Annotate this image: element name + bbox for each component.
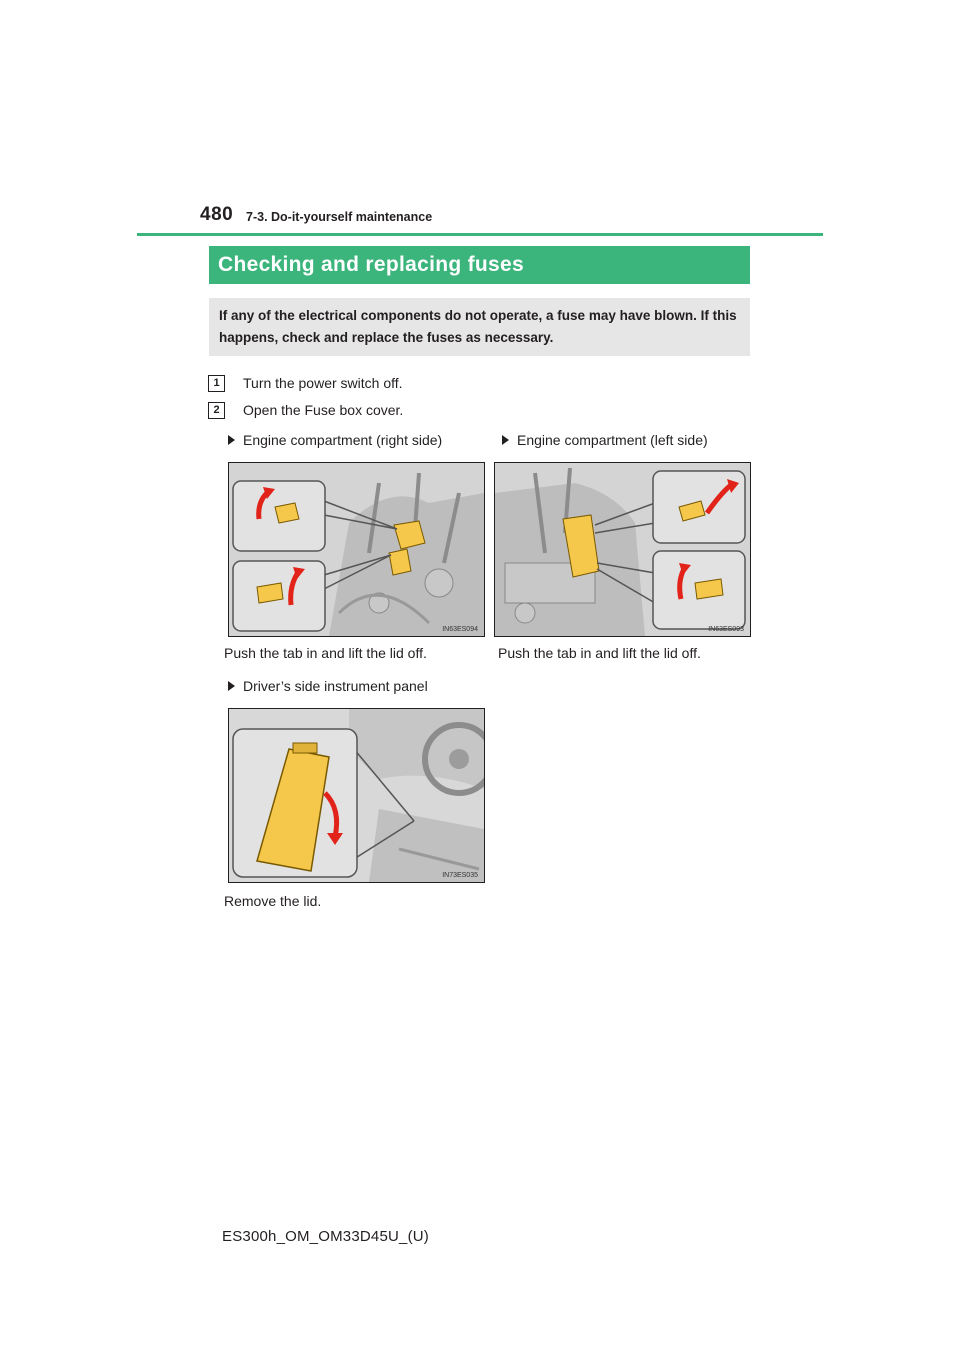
section-label: 7-3. Do-it-yourself maintenance — [246, 210, 433, 224]
bullet-engine-right-label: Engine compartment (right side) — [243, 432, 443, 448]
page-number: 480 — [200, 204, 234, 225]
figure-instrument-panel — [228, 708, 485, 883]
step-text-1: Turn the power switch off. — [243, 375, 403, 391]
step-number-1: 1 — [208, 375, 225, 392]
bullet-triangle-icon — [228, 435, 235, 445]
caption-instrument-panel: Remove the lid. — [224, 893, 322, 909]
bullet-engine-right — [228, 432, 442, 448]
bullet-instrument-panel-label: Driver’s side instrument panel — [243, 678, 428, 694]
header-rule — [137, 233, 823, 236]
footer-code: ES300h_OM_OM33D45U_(U) — [222, 1228, 429, 1245]
intro-note: If any of the electrical components do not operate, a fuse may have blown. If this happens, check and replace the fuses as necessary. — [209, 298, 750, 356]
figure-engine-right — [228, 462, 485, 637]
bullet-instrument-panel — [228, 678, 428, 694]
step-text-2: Open the Fuse box cover. — [243, 402, 404, 418]
figure-code: IN73ES035 — [442, 872, 478, 879]
bullet-triangle-icon — [502, 435, 509, 445]
bullet-engine-left — [502, 432, 708, 448]
figure-code: IN63ES094 — [442, 626, 478, 633]
figure-code: IN63ES093 — [708, 626, 744, 633]
step-number-2: 2 — [208, 402, 225, 419]
page-title: Checking and replacing fuses — [209, 246, 750, 284]
figure-engine-left — [494, 462, 751, 637]
bullet-triangle-icon — [228, 681, 235, 691]
caption-engine-right: Push the tab in and lift the lid off. — [224, 645, 427, 661]
caption-engine-left: Push the tab in and lift the lid off. — [498, 645, 701, 661]
bullet-engine-left-label: Engine compartment (left side) — [517, 432, 708, 448]
